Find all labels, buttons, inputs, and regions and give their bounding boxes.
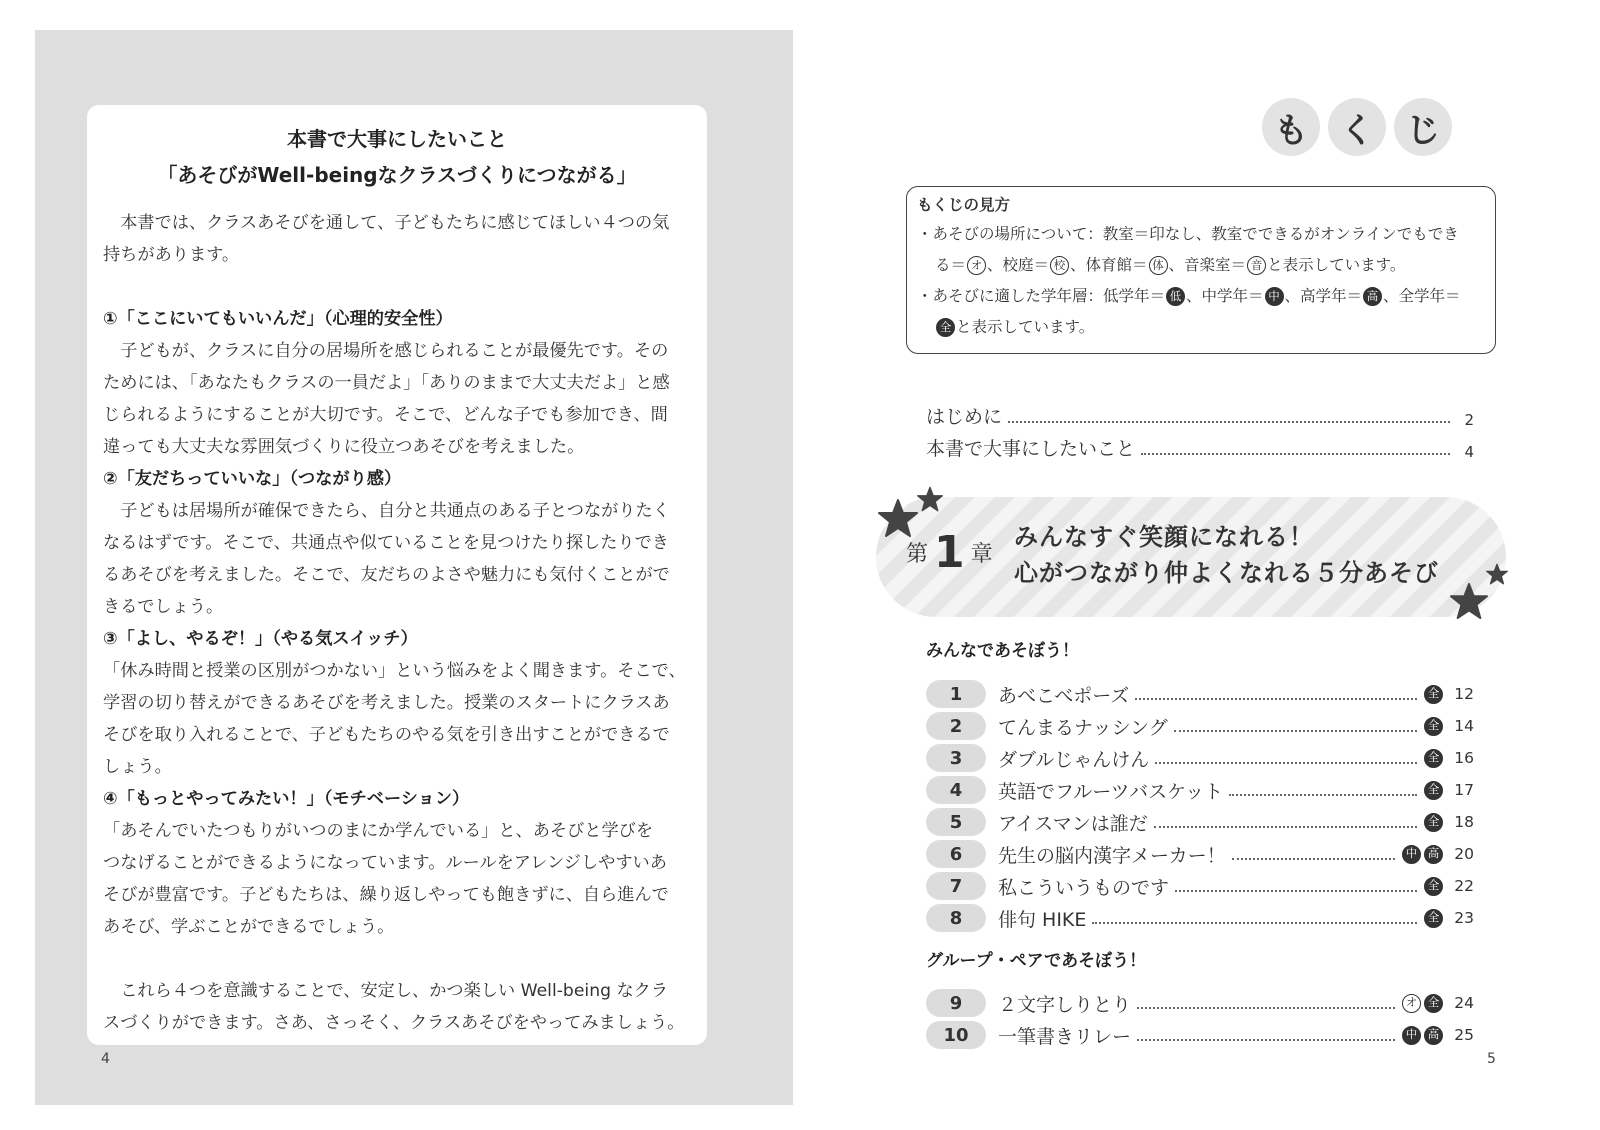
body-line: なるはずです。そこで、共通点や似ていることを見つけたり探したりでき <box>103 533 669 553</box>
toc-page: 4 <box>1464 443 1474 461</box>
entry-page: 16 <box>1454 749 1474 767</box>
entry-mark-icon: 全 <box>1424 994 1443 1013</box>
toc-entry[interactable] <box>926 989 1474 1017</box>
toc-entry[interactable] <box>926 872 1474 900</box>
entry-title: ダブルじゃんけん <box>998 748 1150 771</box>
schoolyard-mark-icon: 校 <box>1050 256 1069 275</box>
toc-entry[interactable] <box>926 744 1474 772</box>
entry-number-badge: 6 <box>926 840 986 868</box>
entry-mark-icon: 高 <box>1424 845 1443 864</box>
leader-dots <box>1229 782 1417 796</box>
leader-dots <box>1174 718 1417 732</box>
online-mark-icon: オ <box>967 256 986 275</box>
toc-entry[interactable] <box>926 808 1474 836</box>
toc-label: 本書で大事にしたいこと <box>926 438 1136 460</box>
legend-box <box>906 186 1496 354</box>
entry-mark-icon: オ <box>1402 994 1421 1013</box>
toc-entry-intro[interactable] <box>926 402 1474 429</box>
toc-label: はじめに <box>926 406 1003 428</box>
toc-entry-principles[interactable] <box>926 434 1474 461</box>
entry-marks <box>1423 749 1444 768</box>
entry-number-badge: 1 <box>926 680 986 708</box>
leader-dots <box>1175 878 1417 892</box>
leader-dots <box>1008 421 1450 423</box>
star-icon <box>878 498 918 538</box>
entry-page: 12 <box>1454 685 1474 703</box>
entry-marks <box>1423 877 1444 896</box>
entry-page: 18 <box>1454 813 1474 831</box>
lower-grade-mark-icon: 低 <box>1166 287 1185 306</box>
entry-marks <box>1423 781 1444 800</box>
entry-page: 23 <box>1454 909 1474 927</box>
section-heading-everyone: みんなであそぼう！ <box>926 641 1079 661</box>
blank-line <box>103 271 691 303</box>
body-line: 本書では、クラスあそびを通して、子どもたちに感じてほしい４つの気 <box>120 213 670 233</box>
entry-page: 14 <box>1454 717 1474 735</box>
toc-entry[interactable] <box>926 1021 1474 1049</box>
body-line: 子どもは居場所が確保できたら、自分と共通点のある子とつながりたく <box>120 501 670 521</box>
body-line: 学習の切り替えができるあそびを考えました。授業のスタートにクラスあ <box>103 693 670 713</box>
body-line: つなげることができるようになっています。ルールをアレンジしやすいあ <box>103 853 667 873</box>
leader-dots <box>1154 814 1417 828</box>
entry-title: あべこべポーズ <box>998 684 1130 707</box>
entry-title: 先生の脳内漢字メーカー！ <box>998 844 1226 867</box>
all-grade-mark-icon: 全 <box>936 318 955 337</box>
chapter-title-line2: 心がつながり仲よくなれる５分あそび <box>1014 559 1439 587</box>
mokuji-heading <box>1262 98 1452 156</box>
entry-title: 英語でフルーツバスケット <box>998 780 1224 803</box>
section-heading: ①「ここにいてもいいんだ」（心理的安全性） <box>103 309 453 329</box>
page-number-left: 4 <box>101 1051 110 1067</box>
page-number-right: 5 <box>1487 1051 1496 1067</box>
entry-page: 20 <box>1454 845 1474 863</box>
toc-page: 2 <box>1464 411 1474 429</box>
body-line: きるでしょう。 <box>103 597 224 617</box>
legend-text: 、音楽室＝ <box>1168 256 1247 274</box>
body-line: あそび、学ぶことができるでしょう。 <box>103 917 395 937</box>
chapter-num: 1 <box>934 527 965 578</box>
chapter-title <box>1014 519 1439 591</box>
entry-title: 一筆書きリレー <box>998 1025 1132 1048</box>
card-title-line1: 本書で大事にしたいこと <box>287 127 507 151</box>
entry-number-badge: 8 <box>926 904 986 932</box>
leader-dots <box>1092 910 1417 924</box>
entry-marks <box>1423 813 1444 832</box>
legend-text: 、中学年＝ <box>1186 287 1264 305</box>
entry-marks <box>1423 909 1444 928</box>
leader-dots <box>1137 1027 1395 1041</box>
toc-entry[interactable] <box>926 904 1474 932</box>
card-title-line2: 「あそびがWell-beingなクラスづくりにつながる」 <box>157 163 637 187</box>
blank-line <box>103 943 691 975</box>
upper-grade-mark-icon: 高 <box>1363 287 1382 306</box>
body-line: しょう。 <box>103 757 172 777</box>
body-line: そびが豊富です。子どもたちは、繰り返しやっても飽きずに、自ら進んで <box>103 885 669 905</box>
legend-place <box>917 219 1485 281</box>
mokuji-char: く <box>1328 98 1386 156</box>
legend-text: 、高学年＝ <box>1284 287 1363 305</box>
leader-dots <box>1135 686 1417 700</box>
card-body <box>103 207 691 1039</box>
entry-number-badge: 7 <box>926 872 986 900</box>
star-icon <box>1450 582 1488 620</box>
section-heading: ②「友だちっていいな」（つながり感） <box>103 469 402 489</box>
body-line: じられるようにすることが大切です。そこで、どんな子でも参加でき、間 <box>103 405 668 425</box>
legend-text: と表示しています。 <box>1267 256 1406 274</box>
body-line: スづくりができます。さあ、さっそく、クラスあそびをやってみましょう。 <box>103 1013 685 1033</box>
legend-grade <box>917 281 1485 343</box>
entry-mark-icon: 全 <box>1424 877 1443 896</box>
middle-grade-mark-icon: 中 <box>1265 287 1284 306</box>
chapter-suffix: 章 <box>970 542 993 567</box>
entry-number-badge: 9 <box>926 989 986 1017</box>
legend-text: る＝ <box>935 256 967 274</box>
legend-text: ・あそびに適した学年層：低学年＝ <box>917 287 1166 305</box>
section-heading: ③「よし、やるぞ！」（やる気スイッチ） <box>103 629 418 649</box>
mokuji-char: じ <box>1394 98 1452 156</box>
legend-text: 、校庭＝ <box>987 256 1050 274</box>
entry-number-badge: 4 <box>926 776 986 804</box>
entry-marks <box>1423 685 1444 704</box>
body-line: 子どもが、クラスに自分の居場所を感じられることが最優先です。その <box>120 341 669 361</box>
body-line: 違っても大丈夫な雰囲気づくりに役立つあそびを考えました。 <box>103 437 585 457</box>
star-icon <box>1486 563 1508 585</box>
legend-text: 、体育館＝ <box>1070 256 1148 274</box>
entry-number-badge: 10 <box>926 1021 986 1049</box>
entry-number-badge: 3 <box>926 744 986 772</box>
legend-text: 、全学年＝ <box>1383 287 1461 305</box>
legend-text: ・あそびの場所について：教室＝印なし、教室でできるがオンラインでもでき <box>917 225 1459 243</box>
toc-entry[interactable] <box>926 840 1474 868</box>
left-page <box>35 30 793 1105</box>
toc-entry[interactable] <box>926 680 1474 708</box>
entry-marks <box>1401 1026 1444 1045</box>
leader-dots <box>1137 995 1395 1009</box>
entry-marks <box>1401 994 1444 1013</box>
section-heading-group: グループ・ペアであそぼう！ <box>926 951 1147 971</box>
entry-title: てんまるナッシング <box>998 716 1168 739</box>
toc-entry[interactable] <box>926 712 1474 740</box>
leader-dots <box>1141 453 1450 455</box>
chapter-number <box>906 527 993 578</box>
entry-page: 24 <box>1454 994 1474 1012</box>
leader-dots <box>1155 750 1417 764</box>
entry-marks <box>1401 845 1444 864</box>
star-icon <box>917 486 943 512</box>
entry-number-badge: 5 <box>926 808 986 836</box>
entry-title: 私こういうものです <box>998 876 1170 899</box>
entry-title: ２文字しりとり <box>998 993 1132 1016</box>
entry-title: 俳句 HIKE <box>998 908 1087 931</box>
principles-card <box>87 105 707 1045</box>
legend-text: と表示しています。 <box>956 318 1095 336</box>
entry-marks <box>1423 717 1444 736</box>
entry-page: 22 <box>1454 877 1474 895</box>
entry-mark-icon: 全 <box>1424 685 1443 704</box>
chapter-banner <box>876 497 1506 617</box>
body-line: これら４つを意識することで、安定し、かつ楽しい Well-being なクラ <box>120 981 669 1001</box>
chapter-title-line1: みんなすぐ笑顔になれる！ <box>1014 523 1314 551</box>
gym-mark-icon: 体 <box>1149 256 1168 275</box>
entry-mark-icon: 全 <box>1424 813 1443 832</box>
legend-title: もくじの見方 <box>917 196 1011 214</box>
entry-mark-icon: 高 <box>1424 1026 1443 1045</box>
entry-mark-icon: 全 <box>1424 717 1443 736</box>
entry-mark-icon: 中 <box>1402 845 1421 864</box>
entry-mark-icon: 全 <box>1424 909 1443 928</box>
body-line: そびを取り入れることで、子どもたちのやる気を引き出すことができるで <box>103 725 670 745</box>
body-line: 持ちがあります。 <box>103 245 240 265</box>
body-line: 「あそんでいたつもりがいつのまにか学んでいる」と、あそびと学びを <box>103 821 654 841</box>
body-line: 「休み時間と授業の区別がつかない」という悩みをよく聞きます。そこで、 <box>103 661 686 681</box>
entry-number-badge: 2 <box>926 712 986 740</box>
entry-mark-icon: 全 <box>1424 749 1443 768</box>
mokuji-char: も <box>1262 98 1320 156</box>
leader-dots <box>1232 846 1395 860</box>
entry-page: 25 <box>1454 1026 1474 1044</box>
section-heading: ④「もっとやってみたい！」（モチベーション） <box>103 789 470 809</box>
entry-mark-icon: 中 <box>1402 1026 1421 1045</box>
body-line: るあそびを考えました。そこで、友だちのよさや魅力にも気付くことがで <box>103 565 670 585</box>
toc-entry[interactable] <box>926 776 1474 804</box>
chapter-prefix: 第 <box>906 542 929 567</box>
entry-page: 17 <box>1454 781 1474 799</box>
music-room-mark-icon: 音 <box>1247 256 1266 275</box>
entry-mark-icon: 全 <box>1424 781 1443 800</box>
entry-title: アイスマンは誰だ <box>998 812 1148 835</box>
body-line: ためには、「あなたもクラスの一員だよ」「ありのままで大丈夫だよ」と感 <box>103 373 670 393</box>
